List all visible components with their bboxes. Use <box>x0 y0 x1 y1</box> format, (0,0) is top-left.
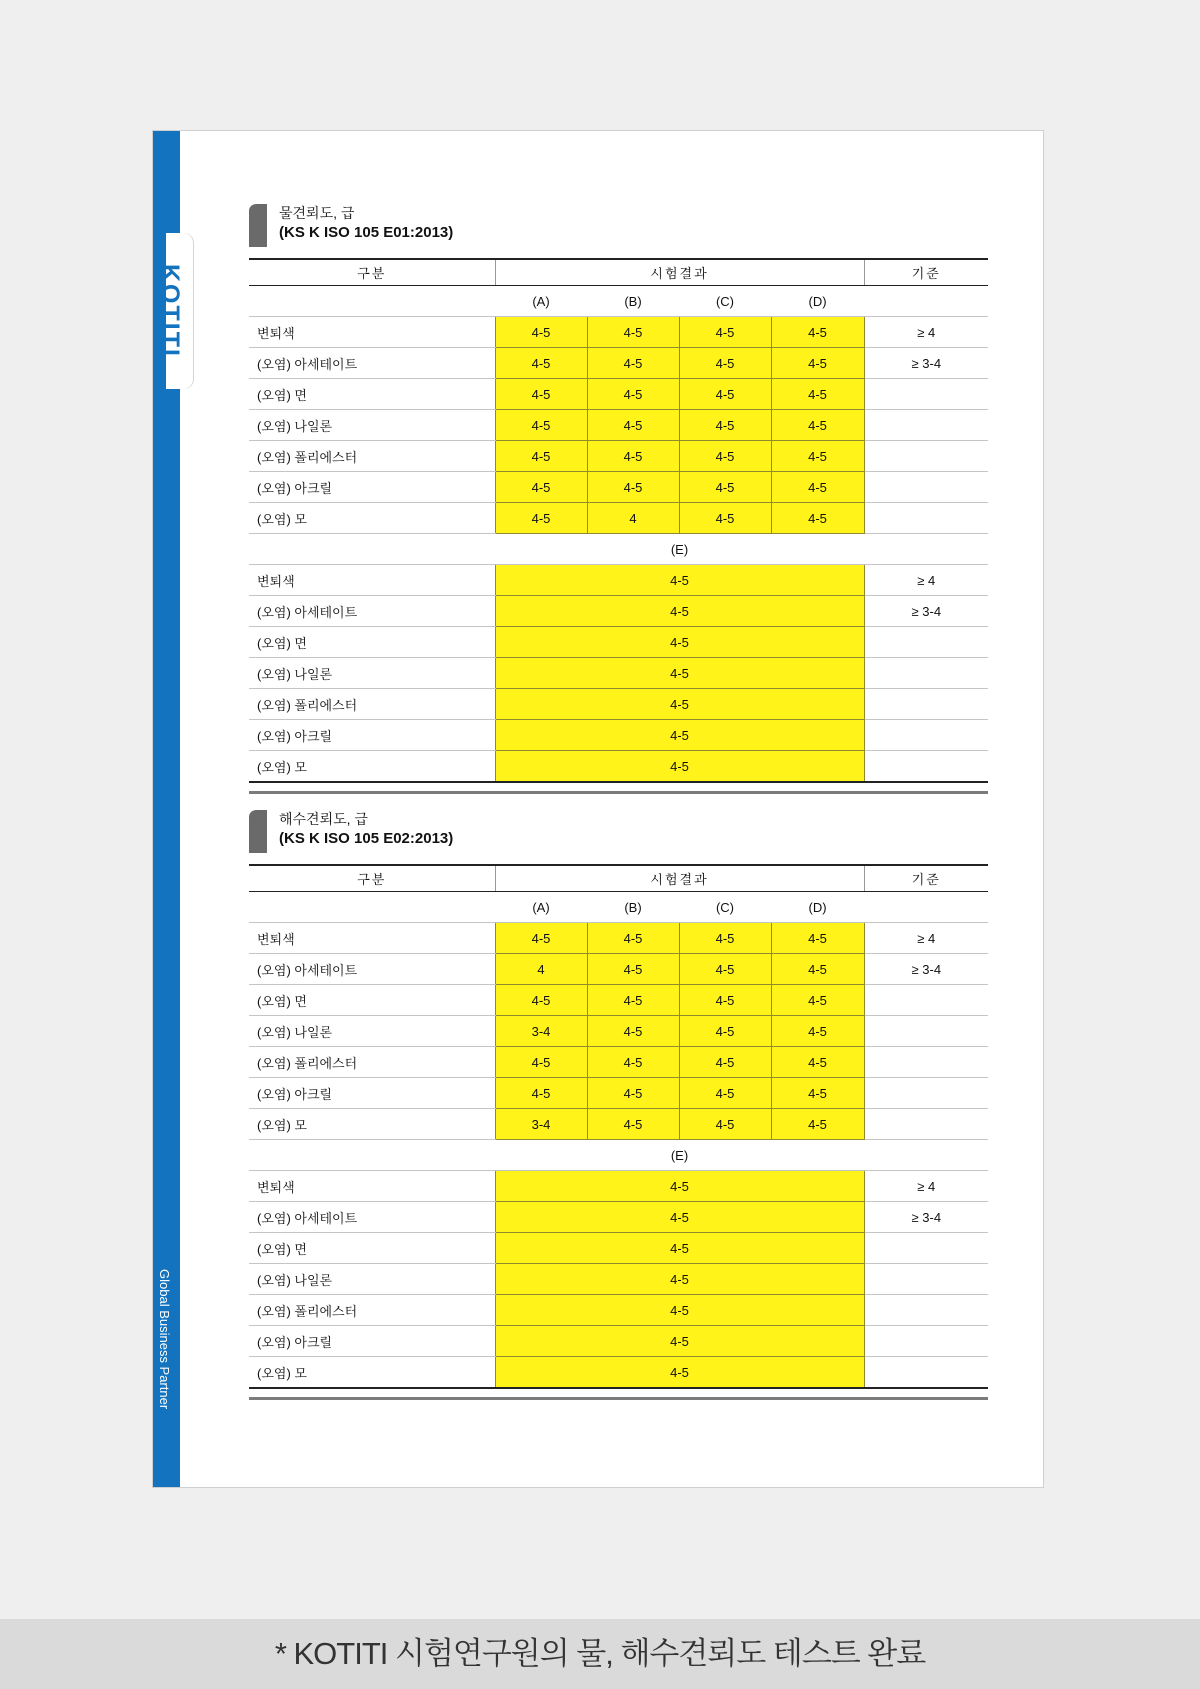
result-cell: 4-5 <box>587 379 679 410</box>
row-label: (오염) 면 <box>249 1233 495 1264</box>
section-marker <box>249 810 267 853</box>
header-results: 시험결과 <box>495 259 864 286</box>
sub-header-e: (E) <box>495 534 864 565</box>
criteria-cell <box>864 1326 988 1357</box>
result-cell: 4-5 <box>679 923 771 954</box>
e-header-row <box>249 1140 988 1171</box>
sub-header-b: (B) <box>587 892 679 923</box>
kotiti-logo: KOTITI <box>156 264 184 358</box>
result-cell: 4-5 <box>495 1078 587 1109</box>
result-cell: 4-5 <box>495 1326 864 1357</box>
result-cell: 4-5 <box>495 1357 864 1389</box>
result-cell: 3-4 <box>495 1109 587 1140</box>
section-divider <box>249 1397 988 1400</box>
result-cell: 4-5 <box>771 348 864 379</box>
table-row <box>249 720 988 751</box>
criteria-cell <box>864 1264 988 1295</box>
row-label: (오염) 아크릴 <box>249 720 495 751</box>
row-label: 변퇴색 <box>249 923 495 954</box>
result-cell: 3-4 <box>495 1016 587 1047</box>
criteria-cell: ≥ 3-4 <box>864 1202 988 1233</box>
result-cell: 4-5 <box>587 985 679 1016</box>
table-header-row <box>249 259 988 286</box>
result-cell: 4-5 <box>771 410 864 441</box>
criteria-cell <box>864 985 988 1016</box>
result-cell: 4-5 <box>679 1047 771 1078</box>
table-row <box>249 379 988 410</box>
result-cell: 4 <box>495 954 587 985</box>
section-header <box>249 203 988 258</box>
table-row <box>249 503 988 534</box>
result-cell: 4-5 <box>495 596 864 627</box>
table-row <box>249 658 988 689</box>
result-cell: 4-5 <box>771 1016 864 1047</box>
result-cell: 4-5 <box>587 410 679 441</box>
result-cell: 4-5 <box>679 441 771 472</box>
table-row <box>249 1264 988 1295</box>
row-label: 변퇴색 <box>249 317 495 348</box>
row-label: (오염) 모 <box>249 1357 495 1389</box>
criteria-cell <box>864 503 988 534</box>
criteria-cell: ≥ 4 <box>864 317 988 348</box>
sub-header-a: (A) <box>495 286 587 317</box>
caption-text: * KOTITI 시험연구원의 물, 해수견뢰도 테스트 완료 <box>274 1636 926 1671</box>
result-cell: 4-5 <box>587 954 679 985</box>
section-header <box>249 809 988 864</box>
sub-header-d: (D) <box>771 286 864 317</box>
water-fastness-table <box>249 258 988 783</box>
section-divider <box>249 791 988 794</box>
row-label: (오염) 아크릴 <box>249 472 495 503</box>
row-label: (오염) 아세테이트 <box>249 1202 495 1233</box>
table-row <box>249 985 988 1016</box>
result-cell: 4-5 <box>679 379 771 410</box>
table-row <box>249 1109 988 1140</box>
result-cell: 4-5 <box>495 751 864 783</box>
result-cell: 4-5 <box>679 1109 771 1140</box>
row-label: (오염) 아크릴 <box>249 1078 495 1109</box>
result-cell: 4-5 <box>495 658 864 689</box>
sub-header-row <box>249 286 988 317</box>
header-category: 구분 <box>249 259 495 286</box>
table-row <box>249 565 988 596</box>
criteria-cell <box>864 1233 988 1264</box>
result-cell: 4-5 <box>495 503 587 534</box>
table-row <box>249 1357 988 1389</box>
row-label: (오염) 나일론 <box>249 1016 495 1047</box>
result-cell: 4-5 <box>771 1047 864 1078</box>
result-cell: 4-5 <box>495 923 587 954</box>
row-label: (오염) 면 <box>249 627 495 658</box>
table-row <box>249 472 988 503</box>
criteria-cell <box>864 1295 988 1326</box>
result-cell: 4-5 <box>495 441 587 472</box>
result-cell: 4-5 <box>679 348 771 379</box>
table-row <box>249 1078 988 1109</box>
seawater-fastness-section <box>249 809 988 1400</box>
result-cell: 4-5 <box>495 1047 587 1078</box>
result-cell: 4-5 <box>679 317 771 348</box>
table-row <box>249 1016 988 1047</box>
criteria-cell <box>864 1109 988 1140</box>
section-title: 해수견뢰도, 급 <box>279 811 368 827</box>
result-cell: 4-5 <box>771 472 864 503</box>
table-row <box>249 923 988 954</box>
result-cell: 4-5 <box>495 1171 864 1202</box>
sub-header-b: (B) <box>587 286 679 317</box>
criteria-cell: ≥ 4 <box>864 565 988 596</box>
result-cell: 4-5 <box>771 1078 864 1109</box>
result-cell: 4-5 <box>587 1109 679 1140</box>
header-category: 구분 <box>249 865 495 892</box>
header-results: 시험결과 <box>495 865 864 892</box>
result-cell: 4-5 <box>587 441 679 472</box>
result-cell: 4-5 <box>771 954 864 985</box>
result-cell: 4-5 <box>771 985 864 1016</box>
result-cell: 4-5 <box>587 1047 679 1078</box>
result-cell: 4-5 <box>495 689 864 720</box>
table-row <box>249 1202 988 1233</box>
row-label: (오염) 면 <box>249 985 495 1016</box>
row-label: (오염) 모 <box>249 751 495 783</box>
table-row <box>249 596 988 627</box>
result-cell: 4-5 <box>679 985 771 1016</box>
sub-header-a: (A) <box>495 892 587 923</box>
result-cell: 4-5 <box>495 1202 864 1233</box>
result-cell: 4-5 <box>495 627 864 658</box>
result-cell: 4-5 <box>771 503 864 534</box>
criteria-cell: ≥ 4 <box>864 1171 988 1202</box>
row-label: (오염) 폴리에스터 <box>249 689 495 720</box>
row-label: (오염) 나일론 <box>249 1264 495 1295</box>
header-criteria: 기준 <box>864 259 988 286</box>
result-cell: 4-5 <box>771 441 864 472</box>
result-cell: 4-5 <box>495 1233 864 1264</box>
sub-header-d: (D) <box>771 892 864 923</box>
criteria-cell <box>864 1078 988 1109</box>
criteria-cell <box>864 1016 988 1047</box>
sub-header-c: (C) <box>679 892 771 923</box>
criteria-cell <box>864 689 988 720</box>
row-label: (오염) 나일론 <box>249 658 495 689</box>
criteria-cell <box>864 441 988 472</box>
result-cell: 4-5 <box>679 954 771 985</box>
water-fastness-section <box>249 203 988 794</box>
result-cell: 4-5 <box>679 410 771 441</box>
row-label: (오염) 폴리에스터 <box>249 1295 495 1326</box>
table-row <box>249 751 988 783</box>
row-label: (오염) 모 <box>249 503 495 534</box>
section-standard: (KS K ISO 105 E01:2013) <box>279 224 454 241</box>
caption-bar <box>0 1619 1200 1689</box>
row-label: (오염) 폴리에스터 <box>249 441 495 472</box>
row-label: (오염) 나일론 <box>249 410 495 441</box>
result-cell: 4-5 <box>587 1078 679 1109</box>
result-cell: 4-5 <box>587 923 679 954</box>
result-cell: 4-5 <box>679 1078 771 1109</box>
sub-header-c: (C) <box>679 286 771 317</box>
e-header-row <box>249 534 988 565</box>
table-row <box>249 317 988 348</box>
criteria-cell: ≥ 3-4 <box>864 954 988 985</box>
table-row <box>249 1233 988 1264</box>
row-label: (오염) 폴리에스터 <box>249 1047 495 1078</box>
criteria-cell <box>864 658 988 689</box>
table-row <box>249 348 988 379</box>
table-row <box>249 410 988 441</box>
criteria-cell <box>864 751 988 783</box>
result-cell: 4-5 <box>495 1264 864 1295</box>
result-cell: 4-5 <box>679 472 771 503</box>
table-header-row <box>249 865 988 892</box>
result-cell: 4-5 <box>495 565 864 596</box>
table-row <box>249 689 988 720</box>
seawater-fastness-table <box>249 864 988 1389</box>
criteria-cell <box>864 627 988 658</box>
result-cell: 4-5 <box>679 1016 771 1047</box>
header-criteria: 기준 <box>864 865 988 892</box>
section-title: 물견뢰도, 급 <box>279 205 355 221</box>
sub-header-row <box>249 892 988 923</box>
result-cell: 4-5 <box>679 503 771 534</box>
result-cell: 4-5 <box>771 1109 864 1140</box>
criteria-cell: ≥ 3-4 <box>864 348 988 379</box>
section-standard: (KS K ISO 105 E02:2013) <box>279 830 454 847</box>
result-cell: 4-5 <box>587 472 679 503</box>
result-cell: 4-5 <box>587 348 679 379</box>
result-cell: 4-5 <box>771 317 864 348</box>
criteria-cell: ≥ 3-4 <box>864 596 988 627</box>
result-cell: 4-5 <box>495 1295 864 1326</box>
row-label: 변퇴색 <box>249 1171 495 1202</box>
table-row <box>249 1047 988 1078</box>
report-page <box>152 130 1044 1488</box>
result-cell: 4-5 <box>495 985 587 1016</box>
table-row <box>249 627 988 658</box>
row-label: (오염) 아세테이트 <box>249 348 495 379</box>
table-row <box>249 1326 988 1357</box>
result-cell: 4-5 <box>771 379 864 410</box>
result-cell: 4-5 <box>771 923 864 954</box>
table-row <box>249 441 988 472</box>
result-cell: 4-5 <box>587 1016 679 1047</box>
criteria-cell <box>864 472 988 503</box>
criteria-cell <box>864 410 988 441</box>
table-row <box>249 1171 988 1202</box>
criteria-cell: ≥ 4 <box>864 923 988 954</box>
row-label: (오염) 아크릴 <box>249 1326 495 1357</box>
table-row <box>249 1295 988 1326</box>
result-cell: 4 <box>587 503 679 534</box>
result-cell: 4-5 <box>587 317 679 348</box>
criteria-cell <box>864 720 988 751</box>
result-cell: 4-5 <box>495 720 864 751</box>
sidebar-tagline: Global Business Partner <box>157 1269 172 1410</box>
table-row <box>249 954 988 985</box>
criteria-cell <box>864 1047 988 1078</box>
row-label: (오염) 아세테이트 <box>249 954 495 985</box>
result-cell: 4-5 <box>495 317 587 348</box>
result-cell: 4-5 <box>495 379 587 410</box>
criteria-cell <box>864 1357 988 1389</box>
row-label: (오염) 면 <box>249 379 495 410</box>
result-cell: 4-5 <box>495 348 587 379</box>
section-marker <box>249 204 267 247</box>
sub-header-e: (E) <box>495 1140 864 1171</box>
row-label: 변퇴색 <box>249 565 495 596</box>
criteria-cell <box>864 379 988 410</box>
result-cell: 4-5 <box>495 410 587 441</box>
result-cell: 4-5 <box>495 472 587 503</box>
row-label: (오염) 아세테이트 <box>249 596 495 627</box>
row-label: (오염) 모 <box>249 1109 495 1140</box>
